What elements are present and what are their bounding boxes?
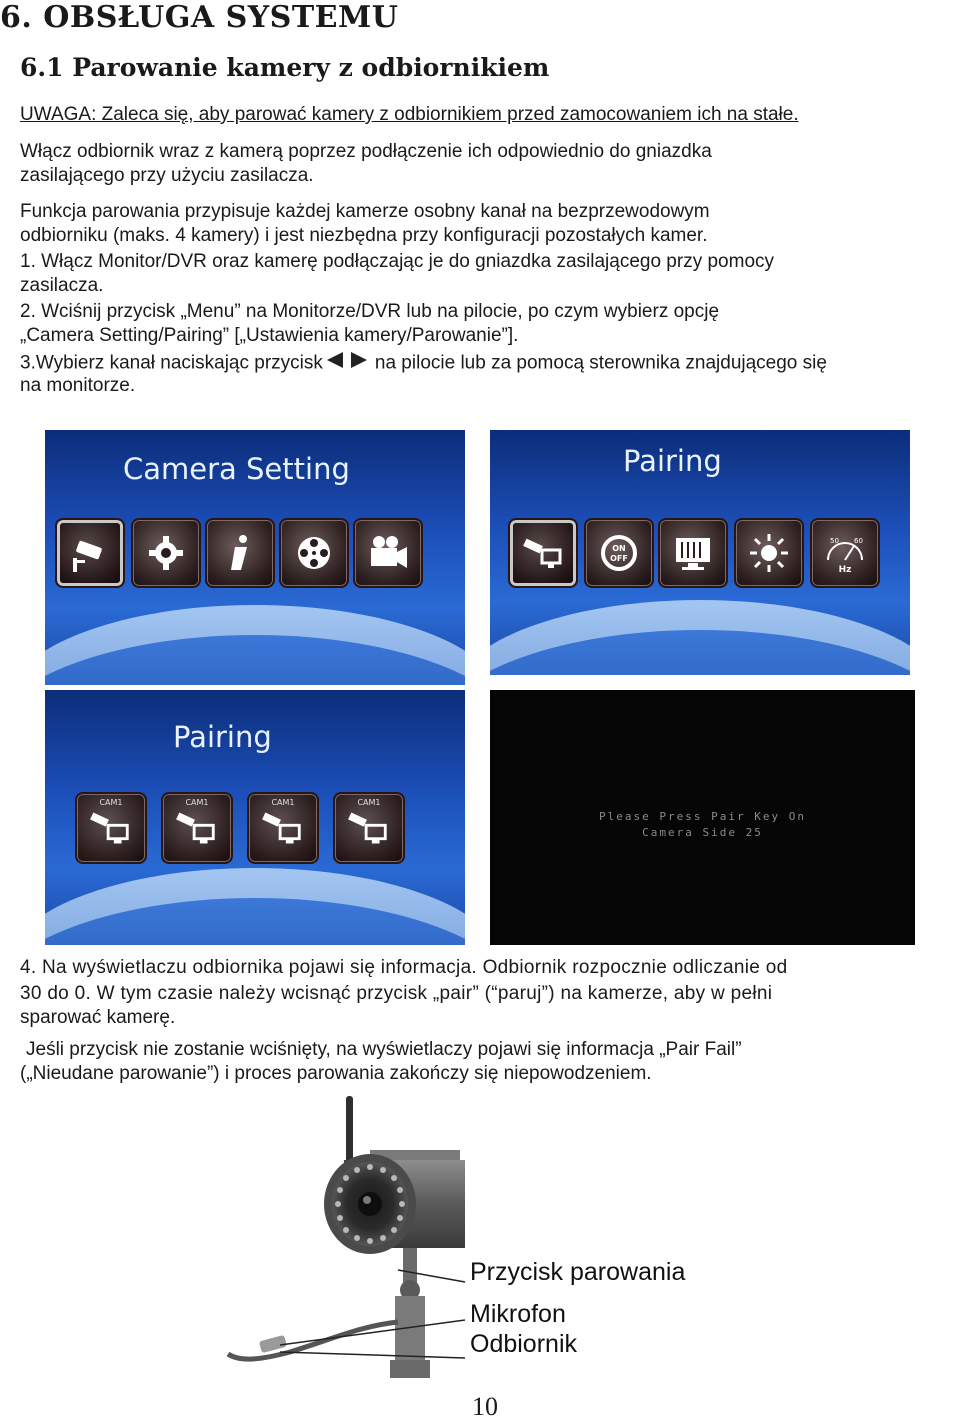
pairing-menu-screen bbox=[490, 430, 910, 675]
note-text: UWAGA: Zaleca się, aby parować kamery z odbiornikiem przed zamocowaniem ich na stałe. bbox=[20, 104, 799, 125]
channel-3-tile[interactable] bbox=[247, 792, 319, 864]
pair-prompt-screen bbox=[490, 690, 915, 945]
camera-icon[interactable] bbox=[55, 518, 125, 588]
screen-title: Pairing bbox=[623, 444, 722, 478]
pair-camera-icon[interactable] bbox=[508, 518, 578, 588]
channel-1-tile[interactable] bbox=[75, 792, 147, 864]
paragraph-line: odbiorniku (maks. 4 kamery) i jest niezbędna przy konfiguracji pozostałych kamer. bbox=[20, 225, 708, 246]
monitor-icon[interactable] bbox=[658, 518, 728, 588]
paragraph-line: 4. Na wyświetlaczu odbiornika pojawi się informacja. Odbiornik rozpocznie odliczanie od bbox=[20, 957, 788, 978]
microphone-label: Mikrofon bbox=[470, 1300, 566, 1328]
pair-button-label: Przycisk parowania bbox=[470, 1258, 686, 1286]
camera-setting-screen bbox=[45, 430, 465, 685]
channel-caption: CAM1 bbox=[99, 798, 123, 807]
svg-text:OFF: OFF bbox=[610, 554, 628, 563]
channel-2-tile[interactable] bbox=[161, 792, 233, 864]
channel-caption: CAM1 bbox=[271, 798, 295, 807]
section-heading: 6. OBSŁUGA SYSTEMU bbox=[0, 0, 399, 35]
prompt-line-1: Please Press Pair Key On bbox=[599, 810, 806, 823]
paragraph-line: Funkcja parowania przypisuje każdej kamerze osobny kanał na bezprzewodowym bbox=[20, 201, 710, 222]
step3-text-a: 3.Wybierz kanał naciskając przycisk bbox=[20, 352, 323, 374]
prompt-line-2: Camera Side 25 bbox=[642, 826, 763, 839]
channel-4-tile[interactable] bbox=[333, 792, 405, 864]
left-right-arrows-icon bbox=[325, 350, 369, 377]
film-reel-icon[interactable] bbox=[279, 518, 349, 588]
info-icon[interactable] bbox=[205, 518, 275, 588]
on-off-icon[interactable] bbox=[584, 518, 654, 588]
paragraph-line: zasilającego przy użyciu zasilacza. bbox=[20, 165, 314, 186]
screen-title: Pairing bbox=[173, 720, 272, 754]
svg-text:60: 60 bbox=[854, 537, 863, 545]
gear-icon[interactable] bbox=[131, 518, 201, 588]
channel-caption: CAM1 bbox=[185, 798, 209, 807]
step3-text-b: na pilocie lub za pomocą sterownika znajdującego się bbox=[374, 352, 827, 374]
movie-camera-icon[interactable] bbox=[353, 518, 423, 588]
frequency-hz-icon[interactable] bbox=[810, 518, 880, 588]
paragraph-line: („Nieudane parowanie”) i proces parowania zakończy się niepowodzeniem. bbox=[20, 1063, 652, 1084]
pairing-channels-screen bbox=[45, 690, 465, 945]
paragraph-line: „Camera Setting/Pairing” [„Ustawienia kamery/Parowanie”]. bbox=[20, 325, 519, 346]
paragraph-line: Włącz odbiornik wraz z kamerą poprzez podłączenie ich odpowiednio do gniazdka bbox=[20, 141, 712, 162]
brightness-icon[interactable] bbox=[734, 518, 804, 588]
camera-illustration bbox=[220, 1090, 470, 1390]
paragraph-line: na monitorze. bbox=[20, 375, 136, 396]
channel-caption: CAM1 bbox=[357, 798, 381, 807]
paragraph-line: Jeśli przycisk nie zostanie wciśnięty, na wyświetlaczy pojawi się informacja „Pair Fail” bbox=[26, 1039, 742, 1060]
svg-text:Hz: Hz bbox=[838, 565, 852, 575]
paragraph-line bbox=[20, 350, 827, 377]
paragraph-line: sparować kamerę. bbox=[20, 1007, 176, 1028]
subsection-heading: 6.1 Parowanie kamery z odbiornikiem bbox=[20, 53, 550, 82]
paragraph-line: 30 do 0. W tym czasie należy wcisnąć przycisk „pair” (“paruj”) na kamerze, aby w pełni bbox=[20, 983, 773, 1004]
page-number: 10 bbox=[472, 1392, 498, 1421]
screen-title: Camera Setting bbox=[123, 452, 350, 486]
svg-text:50: 50 bbox=[830, 537, 839, 545]
paragraph-line: 1. Włącz Monitor/DVR oraz kamerę podłączając je do gniazdka zasilającego przy pomocy bbox=[20, 251, 775, 272]
receiver-label: Odbiornik bbox=[470, 1330, 577, 1358]
paragraph-line: 2. Wciśnij przycisk „Menu” na Monitorze/DVR lub na pilocie, po czym wybierz opcję bbox=[20, 301, 720, 322]
paragraph-line: zasilacza. bbox=[20, 275, 104, 296]
svg-text:ON: ON bbox=[612, 544, 626, 553]
